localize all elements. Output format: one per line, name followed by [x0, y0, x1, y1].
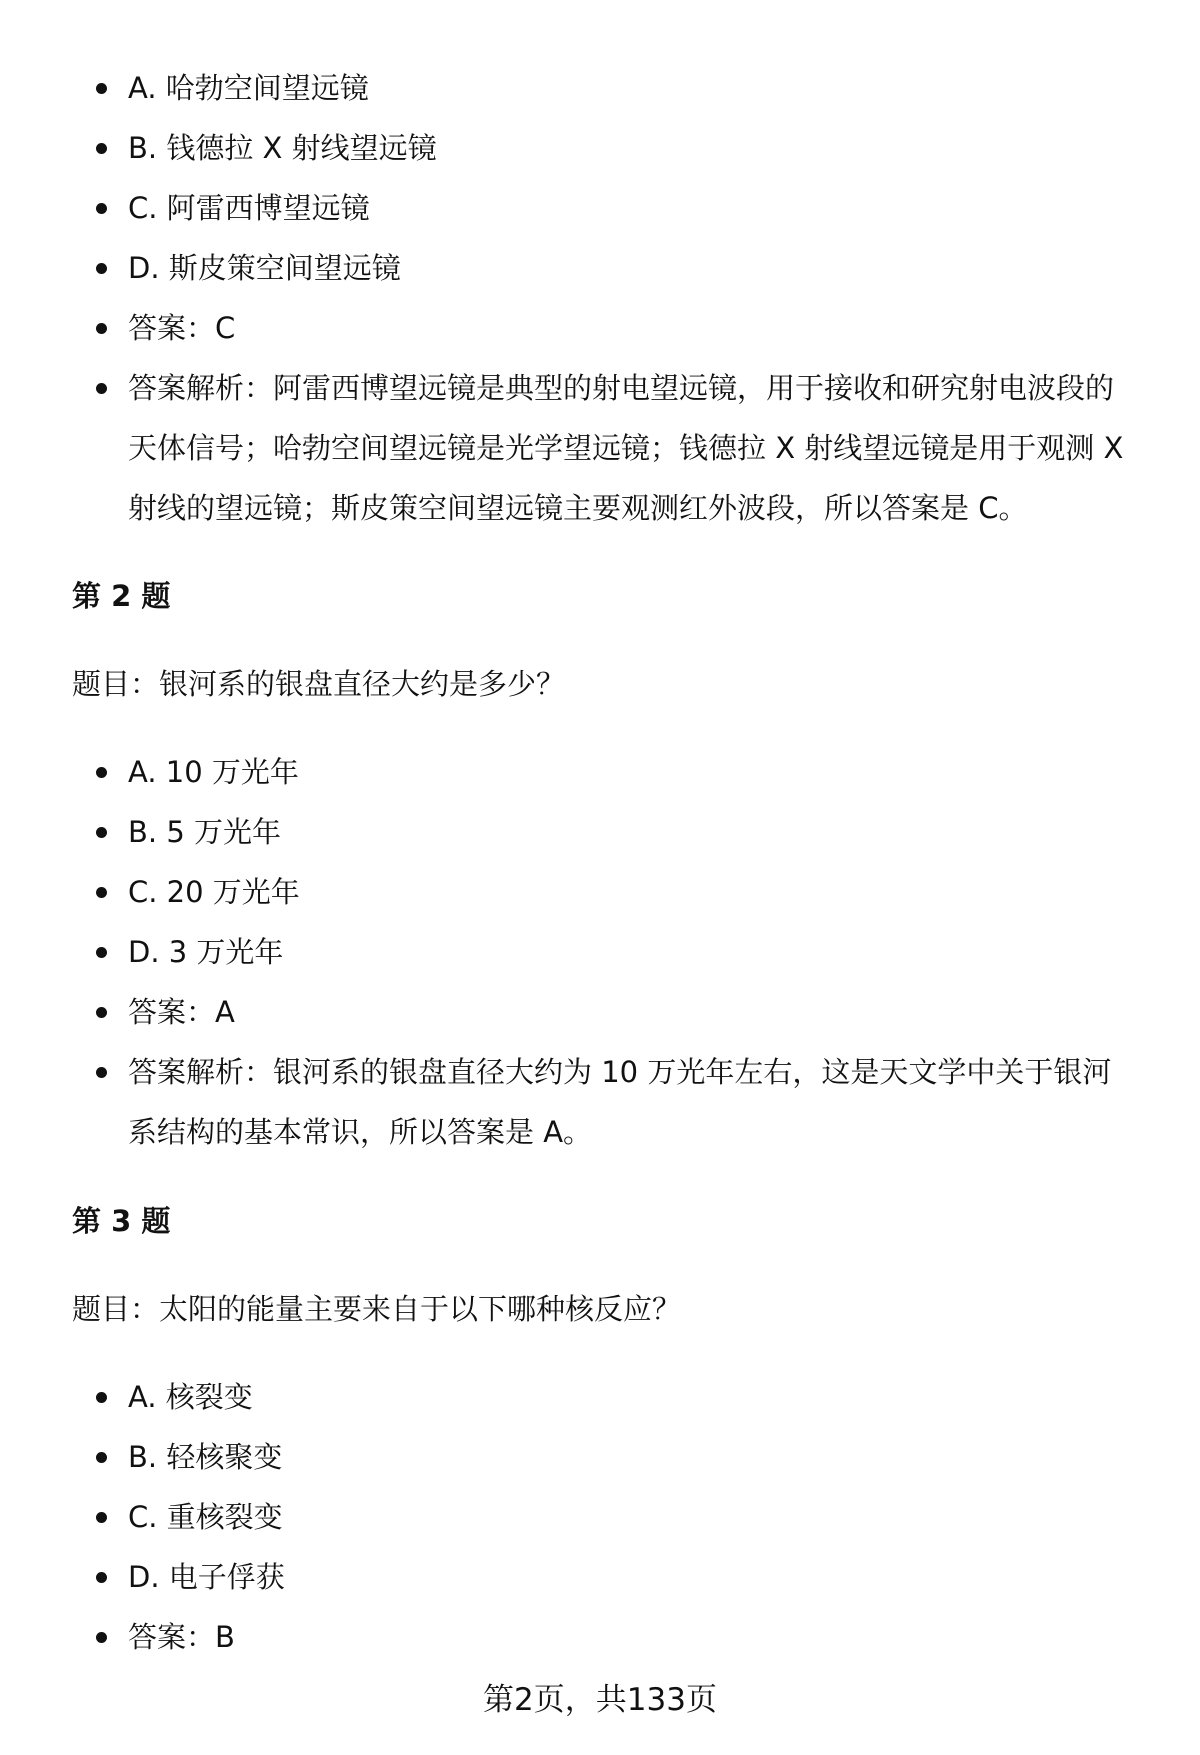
- q3-answer: 答案：B: [128, 1620, 235, 1654]
- list-item: [0, 1367, 1200, 1427]
- bullet-icon: [96, 1572, 107, 1583]
- list-item: [0, 58, 1200, 118]
- bullet-icon: [96, 323, 107, 334]
- list-item: [0, 298, 1200, 358]
- q3-option-list: [0, 1367, 1200, 1667]
- q3-option-d: D. 电子俘获: [128, 1560, 285, 1594]
- q1-option-list: [0, 58, 1200, 538]
- list-item: [0, 982, 1200, 1042]
- list-item: [0, 178, 1200, 238]
- q2-explanation: 答案解析：银河系的银盘直径大约为 10 万光年左右，这是天文学中关于银河系结构的基本常识，所以答案是 A。: [128, 1055, 1112, 1149]
- bullet-icon: [96, 1452, 107, 1463]
- bullet-icon: [96, 203, 107, 214]
- list-item: [0, 238, 1200, 298]
- list-item: [0, 1487, 1200, 1547]
- list-item: [0, 802, 1200, 862]
- bullet-icon: [96, 1067, 107, 1078]
- q2-option-d: D. 3 万光年: [128, 935, 284, 969]
- list-item: [0, 1607, 1200, 1667]
- list-item: [0, 1042, 1200, 1162]
- bullet-icon: [96, 887, 107, 898]
- q1-answer: 答案：C: [128, 311, 236, 345]
- q2-option-list: [0, 742, 1200, 1162]
- list-item: [0, 1547, 1200, 1607]
- q2-option-b: B. 5 万光年: [128, 815, 282, 849]
- q2-heading: 第 2 题: [72, 579, 171, 613]
- bullet-icon: [96, 143, 107, 154]
- q3-option-a: A. 核裂变: [128, 1380, 253, 1414]
- bullet-icon: [96, 383, 107, 394]
- q3-heading: 第 3 题: [72, 1204, 171, 1238]
- page-number: 第2页，共133页: [483, 1682, 717, 1718]
- q2-option-a: A. 10 万光年: [128, 755, 299, 789]
- q2-answer: 答案：A: [128, 995, 235, 1029]
- bullet-icon: [96, 947, 107, 958]
- list-item: [0, 358, 1200, 538]
- bullet-icon: [96, 1512, 107, 1523]
- list-item: [0, 742, 1200, 802]
- bullet-icon: [96, 1007, 107, 1018]
- q1-option-b: B. 钱德拉 X 射线望远镜: [128, 131, 437, 165]
- bullet-icon: [96, 1392, 107, 1403]
- q3-option-b: B. 轻核聚变: [128, 1440, 283, 1474]
- list-item: [0, 1427, 1200, 1487]
- bullet-icon: [96, 767, 107, 778]
- bullet-icon: [96, 263, 107, 274]
- q1-option-c: C. 阿雷西博望远镜: [128, 191, 370, 225]
- q2-stem: 题目：银河系的银盘直径大约是多少？: [72, 667, 566, 701]
- list-item: [0, 922, 1200, 982]
- list-item: [0, 118, 1200, 178]
- q3-stem: 题目：太阳的能量主要来自于以下哪种核反应？: [72, 1292, 682, 1326]
- bullet-icon: [96, 1632, 107, 1643]
- q1-explanation: 答案解析：阿雷西博望远镜是典型的射电望远镜，用于接收和研究射电波段的天体信号；哈勃空间望远镜是光学望远镜；钱德拉 X 射线望远镜是用于观测 X 射线的望远镜；斯皮策空间望远镜主要观测红外波段，所以答案是 C。: [128, 371, 1124, 525]
- bullet-icon: [96, 827, 107, 838]
- bullet-icon: [96, 83, 107, 94]
- q1-option-d: D. 斯皮策空间望远镜: [128, 251, 401, 285]
- q2-option-c: C. 20 万光年: [128, 875, 300, 909]
- q1-option-a: A. 哈勃空间望远镜: [128, 71, 369, 105]
- list-item: [0, 862, 1200, 922]
- q3-option-c: C. 重核裂变: [128, 1500, 283, 1534]
